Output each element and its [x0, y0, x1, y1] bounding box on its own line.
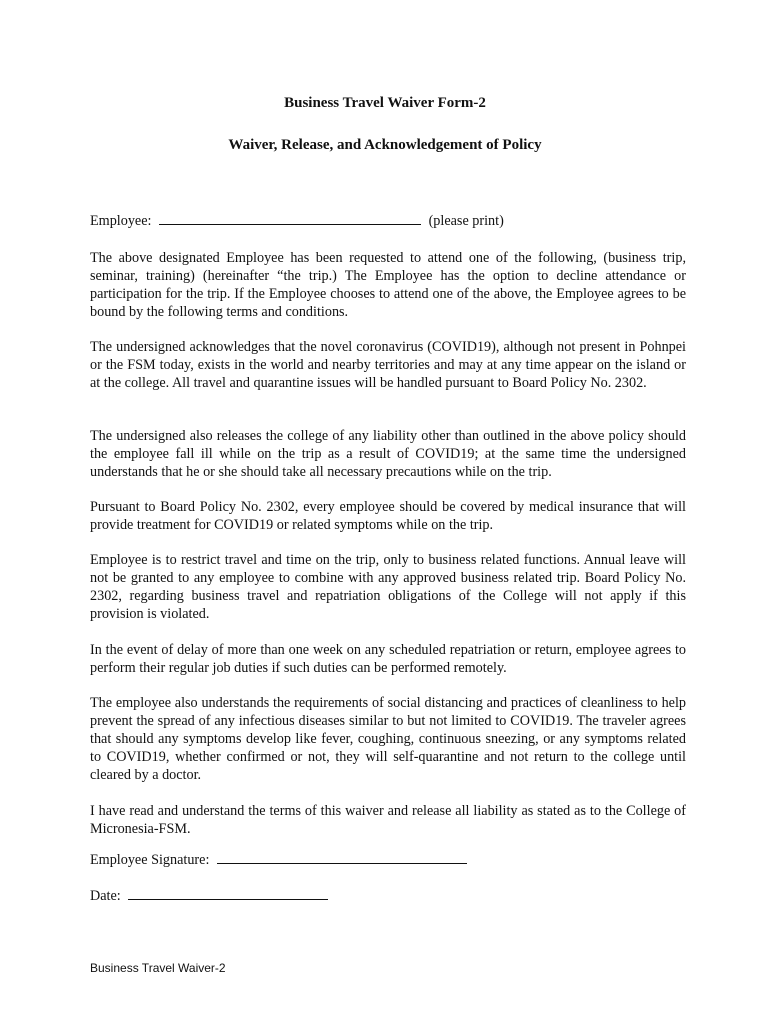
paragraph-liability-release: The undersigned also releases the college of any liability other than outlined in the above policy should the employee fall ill while on the trip as a result of COVID19; at the same time the undersigned understands that he or she should take all necessary precautions while on the trip.: [90, 428, 686, 480]
paragraph-medical-insurance: Pursuant to Board Policy No. 2302, every employee should be covered by medical insurance that will provide treatment for COVID19 or related symptoms while on the trip.: [90, 499, 686, 533]
document-title: Business Travel Waiver Form-2: [284, 95, 486, 111]
date-field: [90, 887, 332, 905]
page-footer: Business Travel Waiver-2: [90, 961, 226, 975]
paragraph-trip-attendance: The above designated Employee has been requested to attend one of the following, (business trip, seminar, training) (hereinafter “the trip.) The Employee has the option to decline attendance or participation for the trip. If the Employee chooses to attend one of the above, the Employee agrees to be bound by the following terms and conditions.: [90, 250, 686, 320]
paragraph-acknowledgement: I have read and understand the terms of this waiver and release all liability as stated as to the College of Micronesia-FSM.: [90, 803, 686, 837]
employee-hint: (please print): [428, 213, 504, 229]
document-subtitle: Waiver, Release, and Acknowledgement of Policy: [228, 137, 542, 153]
employee-name-blank[interactable]: [159, 212, 421, 225]
paragraph-travel-restriction: Employee is to restrict travel and time on the trip, only to business related functions. Annual leave will not be granted to any employee to combine with any approved business related trip. Board Policy No. 2302, regarding business travel and repatriation obligations of the College will not apply if this provision is violated.: [90, 552, 686, 622]
date-blank[interactable]: [128, 887, 328, 900]
paragraph-covid-acknowledgement: The undersigned acknowledges that the novel coronavirus (COVID19), although not present in Pohnpei or the FSM today, exists in the world and nearby territories and may at any time appear on the island or at the college. All travel and quarantine issues will be handled pursuant to Board Policy No. 2302.: [90, 339, 686, 391]
signature-field: [90, 851, 471, 869]
date-label: Date:: [90, 888, 121, 904]
signature-label: Employee Signature:: [90, 852, 210, 868]
paragraph-repatriation-delay: In the event of delay of more than one week on any scheduled repatriation or return, employee agrees to perform their regular job duties if such duties can be performed remotely.: [90, 642, 686, 676]
paragraph-social-distancing: The employee also understands the requirements of social distancing and practices of cleanliness to help prevent the spread of any infectious diseases similar to but not limited to COVID19. The traveler agrees that should any symptoms develop like fever, coughing, continuous sneezing, or any symptoms related to COVID19, whether confirmed or not, they will self-quarantine and not return to the college until cleared by a doctor.: [90, 695, 686, 783]
employee-field: [90, 212, 504, 230]
employee-label: Employee:: [90, 213, 152, 229]
signature-blank[interactable]: [217, 851, 467, 864]
